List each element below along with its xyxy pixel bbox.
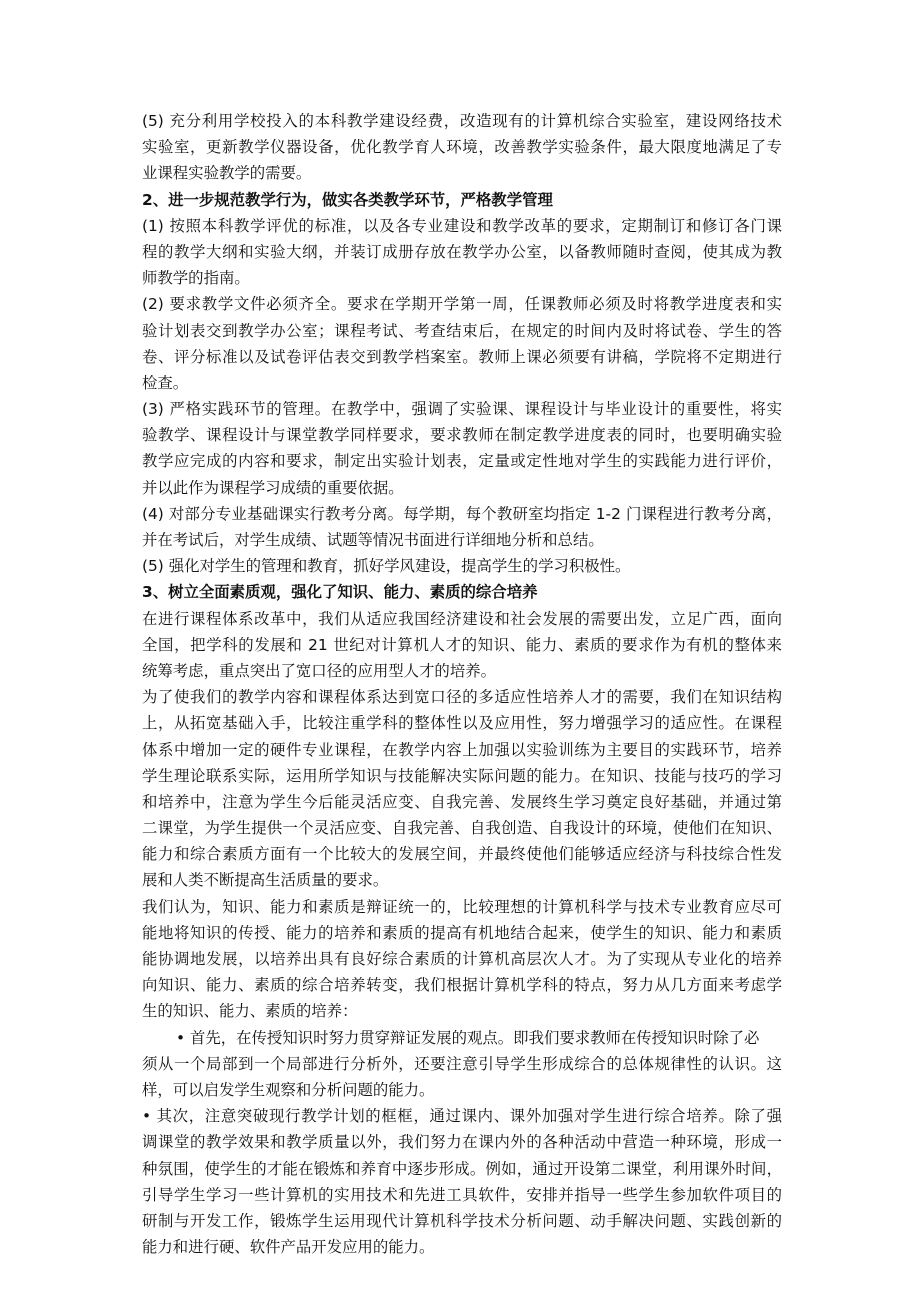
text-line: 业课程实验教学的需要。 xyxy=(142,164,312,183)
text-line: 种氛围，使学生的才能在锻炼和养育中逐步形成。例如，通过开设第二课堂，利用课外时间， xyxy=(142,1159,782,1178)
text-line: 检查。 xyxy=(142,373,189,392)
text-line: 在进行课程体系改革中，我们从适应我国经济建设和社会发展的需要出发，立足广西，面向 xyxy=(142,609,782,628)
text-line: 实验室，更新教学仪器设备，优化教学育人环境，改善教学实验条件，最大限度地满足了专 xyxy=(142,138,782,157)
text-line: 教学应完成的内容和要求，制定出实验计划表，定量或定性地对学生的实践能力进行评价， xyxy=(142,452,782,471)
text-line: (3) 严格实践环节的管理。在教学中，强调了实验课、课程设计与毕业设计的重要性，将实 xyxy=(142,400,782,419)
text-line: 能协调地发展，以培养出具有良好综合素质的计算机高层次人才。为了实现从专业化的培养 xyxy=(142,950,782,968)
text-line: 卷、评分标准以及试卷评估表交到教学档案室。教师上课必须要有讲稿，学院将不定期进行 xyxy=(142,347,782,366)
text-line: (4) 对部分专业基础课实行教考分离。每学期，每个教研室均指定 1-2 门课程进行教考分离， xyxy=(142,504,782,523)
text-line: 须从一个局部到一个局部进行分析外，还要注意引导学生形成综合的总体规律性的认识。这 xyxy=(142,1054,782,1073)
text-line: 样，可以启发学生观察和分析问题的能力。 xyxy=(142,1080,435,1099)
text-line: 上，从拓宽基础入手，比较注重学科的整体性以及应用性，努力增强学习的适应性。在课程 xyxy=(142,714,782,733)
text-line: (1) 按照本科教学评优的标准，以及各专业建设和教学改革的要求，定期制订和修订各门课 xyxy=(142,216,782,235)
text-line: 学生理论联系实际，运用所学知识与技能解决实际问题的能力。在知识、技能与技巧的学习 xyxy=(142,766,782,785)
text-line: 能力和进行硬、软件产品开发应用的能力。 xyxy=(142,1238,435,1257)
text-line: 我们认为，知识、能力和素质是辩证统一的，比较理想的计算机科学与技术专业教育应尽可 xyxy=(142,897,782,916)
text-line: 调课堂的教学效果和教学质量以外，我们努力在课内外的各种活动中营造一种环境，形成一 xyxy=(142,1133,782,1152)
text-line: (2) 要求教学文件必须齐全。要求在学期开学第一周，任课教师必须及时将教学进度表和实 xyxy=(142,295,782,314)
text-line: • 其次，注意突破现行教学计划的框框，通过课内、课外加强对学生进行综合培养。除了强 xyxy=(142,1107,782,1126)
document-body xyxy=(142,108,782,1260)
text-line: 向知识、能力、素质的综合培养转变，我们根据计算机学科的特点，努力从几方面来考虑学 xyxy=(142,976,782,995)
text-line: 引导学生学习一些计算机的实用技术和先进工具软件，安排并指导一些学生参加软件项目的 xyxy=(142,1185,782,1204)
text-line: 能力和综合素质方面有一个比较大的发展空间，并最终使他们能够适应经济与科技综合性发 xyxy=(142,845,782,864)
text-line: 验教学、课程设计与课堂教学同样要求，要求教师在制定教学进度表的同时，也要明确实验 xyxy=(142,426,782,445)
text-line: 研制与开发工作，锻炼学生运用现代计算机科学技术分析问题、动手解决问题、实践创新的 xyxy=(142,1211,782,1230)
text-line: 和培养中，注意为学生今后能灵活应变、自我完善、发展终生学习奠定良好基础，并通过第 xyxy=(142,792,782,811)
text-line: 全国，把学科的发展和 21 世纪对计算机人才的知识、能力、素质的要求作为有机的整体来 xyxy=(142,635,782,654)
text-line: 体系中增加一定的硬件专业课程，在教学内容上加强以实验训练为主要目的实践环节，培养 xyxy=(142,740,782,759)
text-line: 并以此作为课程学习成绩的重要依据。 xyxy=(142,478,404,497)
text-line: 并在考试后，对学生成绩、试题等情况书面进行详细地分析和总结。 xyxy=(142,531,604,549)
text-line: (5) 强化对学生的管理和教育，抓好学风建设，提高学生的学习积极性。 xyxy=(142,557,631,576)
section-heading: 3、树立全面素质观，强化了知识、能力、素质的综合培养 xyxy=(142,583,538,602)
text-line: 生的知识、能力、素质的培养： xyxy=(142,1002,358,1021)
text-line: 能地将知识的传授、能力的培养和素质的提高有机地结合起来，使学生的知识、能力和素质 xyxy=(142,923,782,942)
text-line: 展和人类不断提高生活质量的要求。 xyxy=(142,871,389,890)
text-line: • 首先，在传授知识时努力贯穿辩证发展的观点。即我们要求教师在传授知识时除了必 xyxy=(176,1028,760,1047)
text-line: 二课堂，为学生提供一个灵活应变、自我完善、自我创造、自我设计的环境，使他们在知识、 xyxy=(142,819,782,838)
text-line: 师教学的指南。 xyxy=(142,269,250,288)
text-line: 为了使我们的教学内容和课程体系达到宽口径的多适应性培养人才的需要，我们在知识结构 xyxy=(142,688,782,707)
text-line: 统筹考虑，重点突出了宽口径的应用型人才的培养。 xyxy=(142,661,496,680)
text-line: (5) 充分利用学校投入的本科教学建设经费，改造现有的计算机综合实验室，建设网络技术 xyxy=(142,112,782,130)
text-line: 程的教学大纲和实验大纲，并装订成册存放在教学办公室，以备教师随时查阅，使其成为教 xyxy=(142,242,782,261)
section-heading: 2、进一步规范教学行为，做实各类教学环节，严格教学管理 xyxy=(142,190,553,209)
text-line: 验计划表交到教学办公室；课程考试、考查结束后，在规定的时间内及时将试卷、学生的答 xyxy=(142,321,782,340)
